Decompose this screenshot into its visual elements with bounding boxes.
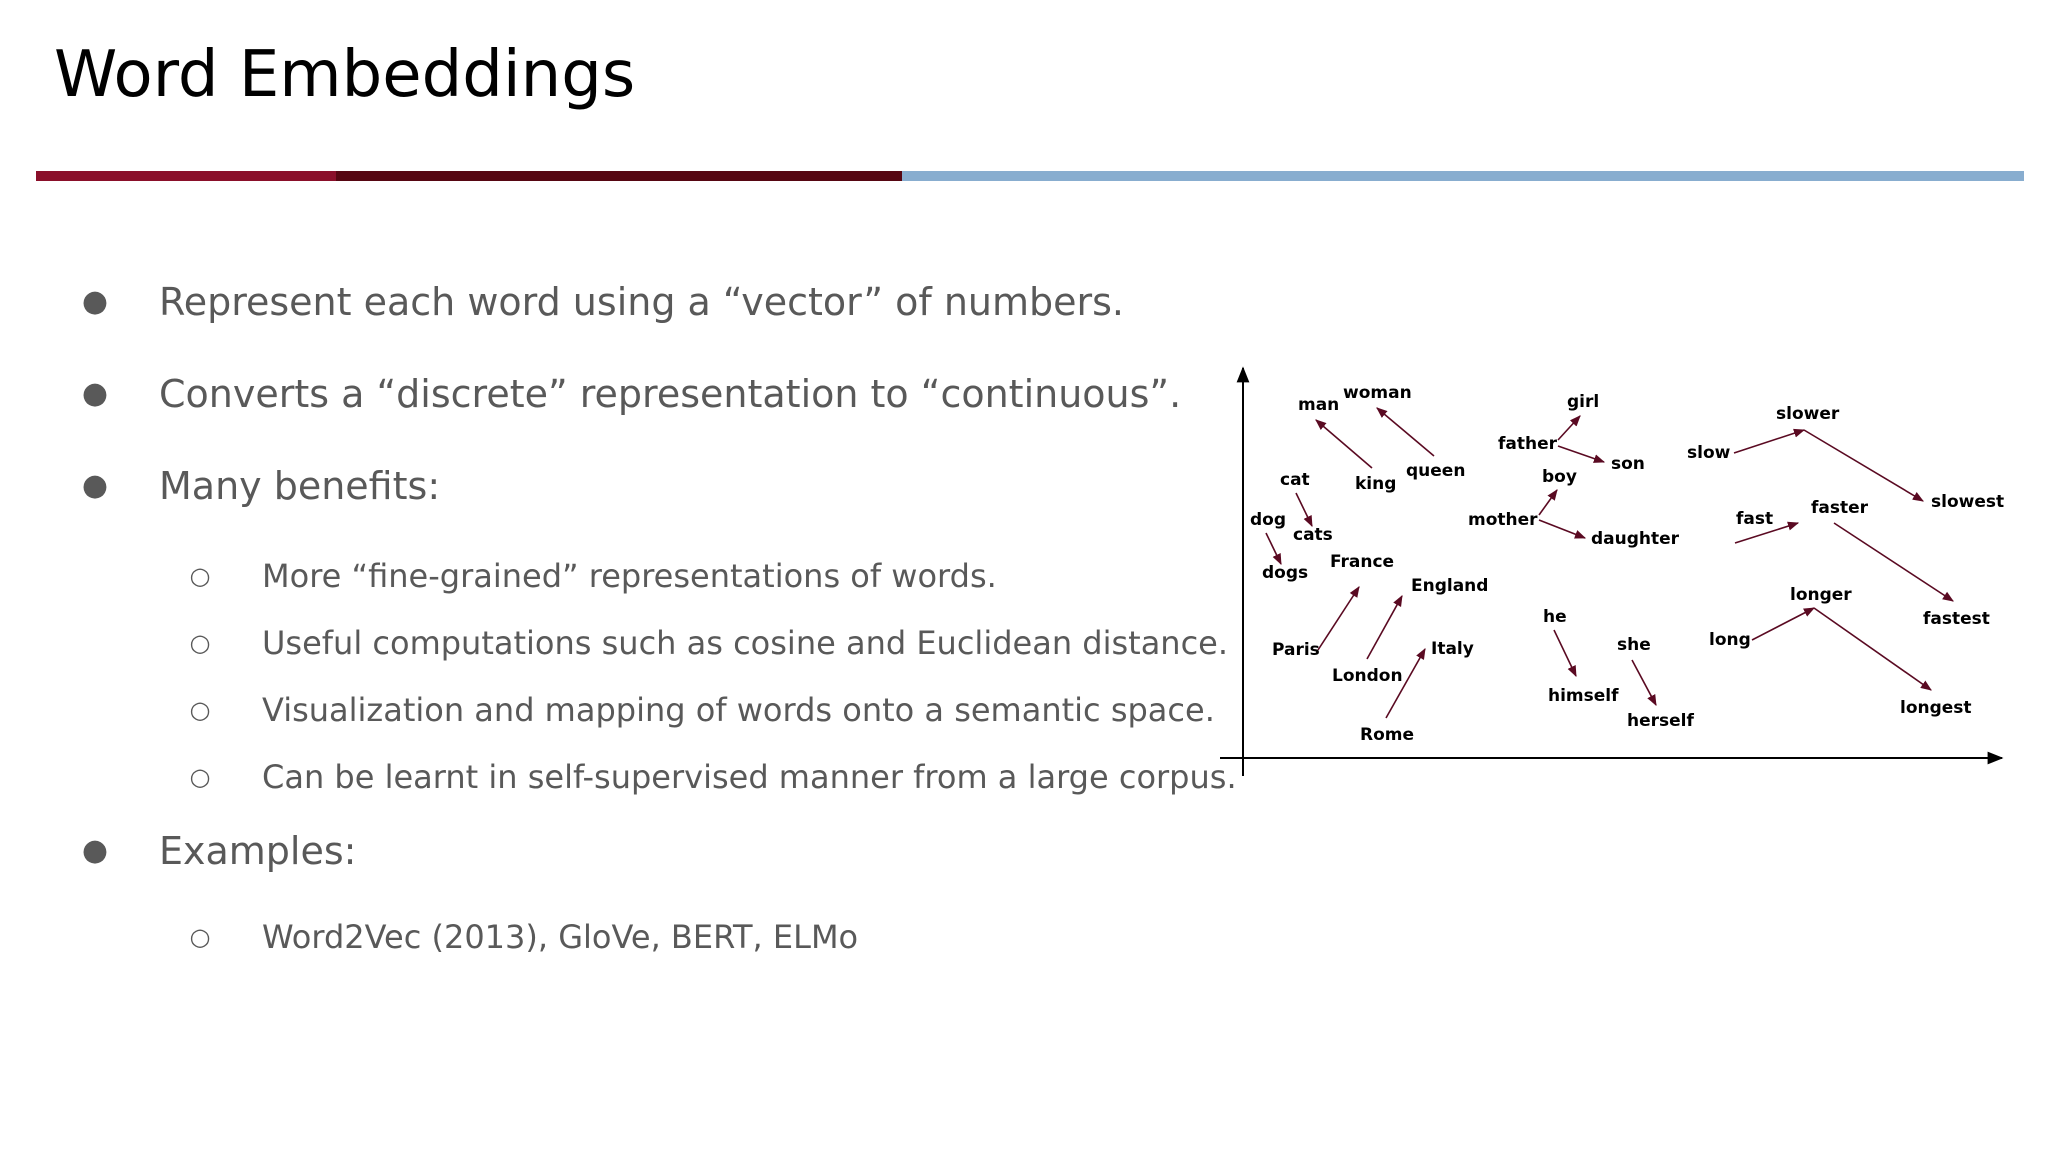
arrow-paris-france bbox=[1318, 587, 1359, 650]
word-father: father bbox=[1498, 434, 1558, 454]
bullet-circle-icon: ○ bbox=[189, 629, 211, 657]
word-fastest: fastest bbox=[1923, 609, 1990, 629]
arrow-long-longer bbox=[1752, 608, 1814, 640]
word-england: England bbox=[1411, 576, 1489, 596]
arrow-father-girl bbox=[1558, 416, 1580, 440]
arrow-mother-boy bbox=[1539, 490, 1557, 515]
word-slow: slow bbox=[1687, 443, 1731, 463]
word-london: London bbox=[1332, 666, 1403, 686]
bullet-dot-icon: ● bbox=[81, 284, 109, 319]
bullet-text: Represent each word using a “vector” of numbers. bbox=[159, 280, 1125, 324]
bullet-circle-icon: ○ bbox=[189, 696, 211, 724]
word-slowest: slowest bbox=[1931, 492, 2005, 512]
word-she: she bbox=[1617, 635, 1651, 655]
word-woman: woman bbox=[1343, 383, 1412, 403]
arrow-mother-daughter bbox=[1539, 520, 1585, 538]
bullet-dot-icon: ● bbox=[81, 376, 109, 411]
sub-bullet-text: More “fine-grained” representations of words. bbox=[262, 557, 997, 595]
bullet-circle-icon: ○ bbox=[189, 923, 211, 951]
embedding-diagram-svg bbox=[1212, 360, 2012, 780]
sub-bullet-text: Can be learnt in self-supervised manner from a large corpus. bbox=[262, 758, 1237, 796]
arrow-king-man bbox=[1316, 420, 1372, 468]
word-herself: herself bbox=[1627, 711, 1694, 731]
word-king: king bbox=[1355, 474, 1397, 494]
bullet-dot-icon: ● bbox=[81, 833, 109, 868]
bullet-circle-icon: ○ bbox=[189, 562, 211, 590]
word-dog: dog bbox=[1250, 510, 1287, 530]
arrow-he-himself bbox=[1554, 630, 1576, 676]
word-daughter: daughter bbox=[1591, 529, 1680, 549]
bullet-text: Many benefits: bbox=[159, 464, 441, 508]
slide-title: Word Embeddings bbox=[54, 38, 636, 112]
bullet-text: Examples: bbox=[159, 829, 357, 873]
arrow-she-herself bbox=[1632, 660, 1656, 705]
word-son: son bbox=[1611, 454, 1645, 474]
word-cats: cats bbox=[1293, 525, 1333, 545]
arrow-cat-cats bbox=[1296, 493, 1312, 526]
bullet-circle-icon: ○ bbox=[189, 763, 211, 791]
word-italy: Italy bbox=[1431, 639, 1474, 659]
embedding-diagram bbox=[1212, 360, 2012, 780]
sub-bullet-text: Visualization and mapping of words onto a semantic space. bbox=[262, 691, 1215, 729]
word-longer: longer bbox=[1790, 585, 1852, 605]
word-girl: girl bbox=[1567, 392, 1600, 412]
bullet-text: Converts a “discrete” representation to “continuous”. bbox=[159, 372, 1182, 416]
arrow-slower-slowest bbox=[1804, 430, 1923, 501]
word-slower: slower bbox=[1776, 404, 1840, 424]
arrow-faster-fastest bbox=[1834, 523, 1953, 601]
word-queen: queen bbox=[1406, 461, 1466, 481]
word-boy: boy bbox=[1542, 467, 1577, 487]
sub-bullet-text: Useful computations such as cosine and Euclidean distance. bbox=[262, 624, 1229, 662]
arrow-longer-longest bbox=[1814, 608, 1931, 690]
word-longest: longest bbox=[1900, 698, 1972, 718]
bullet-dot-icon: ● bbox=[81, 468, 109, 503]
arrow-father-son bbox=[1558, 446, 1604, 462]
word-france: France bbox=[1330, 552, 1395, 572]
arrow-dog-dogs bbox=[1266, 533, 1281, 564]
word-himself: himself bbox=[1548, 686, 1619, 706]
word-dogs: dogs bbox=[1262, 563, 1309, 583]
arrow-london-england bbox=[1367, 596, 1402, 659]
word-paris: Paris bbox=[1272, 640, 1320, 660]
word-faster: faster bbox=[1811, 498, 1869, 518]
arrow-slow-slower bbox=[1734, 430, 1804, 453]
word-cat: cat bbox=[1280, 470, 1310, 490]
word-he: he bbox=[1543, 607, 1567, 627]
word-fast: fast bbox=[1736, 509, 1774, 529]
word-mother: mother bbox=[1468, 510, 1538, 530]
arrow-queen-woman bbox=[1377, 408, 1434, 456]
word-rome: Rome bbox=[1360, 725, 1415, 745]
word-long: long bbox=[1709, 630, 1751, 650]
sub-bullet-text: Word2Vec (2013), GloVe, BERT, ELMo bbox=[262, 918, 859, 956]
word-man: man bbox=[1298, 395, 1340, 415]
